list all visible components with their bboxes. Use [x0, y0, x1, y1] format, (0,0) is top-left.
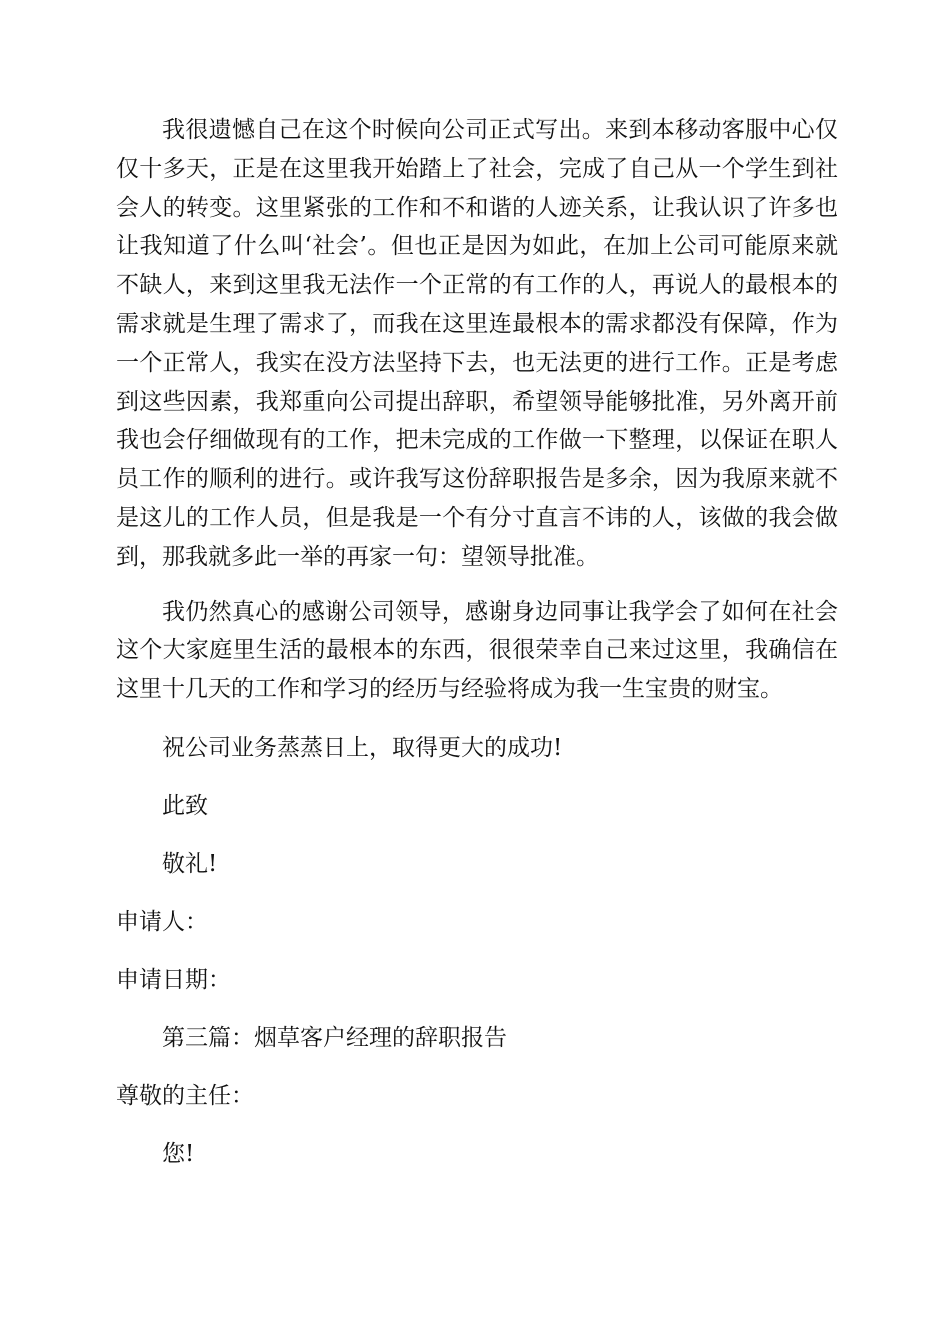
salutation-line: 尊敬的主任： — [116, 1082, 254, 1109]
body-paragraph-2: 我仍然真心的感谢公司领导，感谢身边同事让我学会了如何在社会这个大家庭里生活的最根本的东西，很很荣幸自己来过这里，我确信在这里十几天的工作和学习的经历与经验将成为我一生宝贵的财宝。 — [116, 598, 838, 703]
apply-date-line: 申请日期： — [116, 966, 231, 993]
section-title: 第三篇：烟草客户经理的辞职报告 — [162, 1024, 507, 1051]
body-paragraph-1: 我很遗憾自己在这个时候向公司正式写出。来到本移动客服中心仅仅十多天，正是在这里我开始踏上了社会，完成了自己从一个学生到社会人的转变。这里紧张的工作和不和谐的人迹关系，让我认识了许多也让我知道了什么叫‘社会’。但也正是因为如此，在加上公司可能原来就不缺人，来到这里我无法作一个正常的有工作的人，再说人的最根本的需求就是生理了需求了，而我在这里连最根本的需求都没有保障，作为一个正常人，我实在没方法坚持下去，也无法更的进行工作。正是考虑到这些因素，我郑重向公司提出辞职，希望领导能够批准，另外离开前我也会仔细做现有的工作，把未完成的工作做一下整理，以保证在职人员工作的顺利的进行。或许我写这份辞职报告是多余，因为我原来就不是这儿的工作人员，但是我是一个有分寸直言不讳的人，该做的我会做到，那我就多此一举的再家一句：望领导批准。 — [116, 117, 838, 570]
closing-line-1: 此致 — [162, 792, 208, 819]
closing-line-2: 敬礼! — [162, 850, 218, 877]
document-page — [116, 111, 838, 1173]
applicant-line: 申请人： — [116, 908, 208, 935]
greeting-line: 您! — [162, 1140, 195, 1167]
wish-line: 祝公司业务蒸蒸日上，取得更大的成功! — [162, 734, 563, 761]
